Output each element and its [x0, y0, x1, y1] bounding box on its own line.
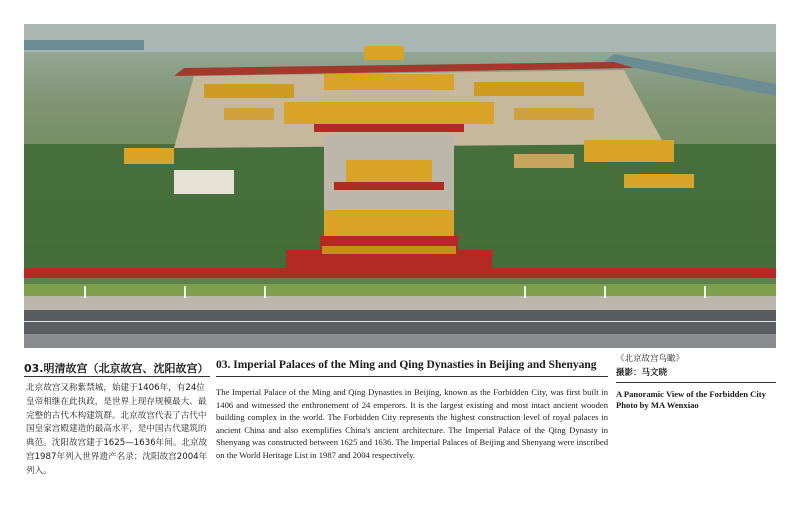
photo-caption-zh: 《北京故宫鸟瞰》	[616, 354, 685, 364]
panorama-photo	[24, 24, 776, 348]
photo-credit-en: Photo by MA Wenxiao	[616, 400, 699, 410]
photo-credit-zh: 摄影：马文晓	[616, 368, 668, 378]
english-section-title: 03. Imperial Palaces of the Ming and Qing Dynasties in Beijing and Shenyang	[216, 359, 597, 371]
english-title-rule	[216, 376, 608, 377]
chinese-title-rule	[24, 376, 210, 377]
caption-rule	[616, 382, 776, 383]
forbidden-city-aerial-image	[24, 24, 776, 348]
chinese-section-title: 03.明清故宫（北京故宫、沈阳故宫）	[24, 362, 209, 375]
chinese-description	[26, 382, 210, 479]
photo-caption-en: A Panoramic View of the Forbidden City	[616, 389, 766, 399]
english-description	[216, 386, 608, 462]
english-paragraph: The Imperial Palace of the Ming and Qing Dynasties in Beijing, known as the Forbidden City, was first built in 1406 and witnessed the enthronement of 24 emperors. It is the largest existing and most intact ancient wooden building complex in the world. The Forbidden City represents the highest construction level of royal palaces in ancient China and also exemplifies China's ancient architecture. The Imperial Palace of the Qing Dynasty in Shenyang was constructed between 1625 and 1636. The Imperial Palaces of Beijing and Shenyang were inscribed on the World Heritage List in 1987 and 2004 respectively.	[216, 387, 608, 460]
chinese-paragraph: 北京故宫又称紫禁城，始建于1406年，有24位皇帝相继在此执政，是世界上现存规模最大、最完整的古代木构建筑群。北京故宫代表了古代中国皇家宫殿建造的最高水平，是中国古代建筑的典范。沈阳故宫建于1625—1636年间。北京故宫1987年列入世界遗产名录；沈阳故宫2004年列入。	[26, 383, 208, 476]
